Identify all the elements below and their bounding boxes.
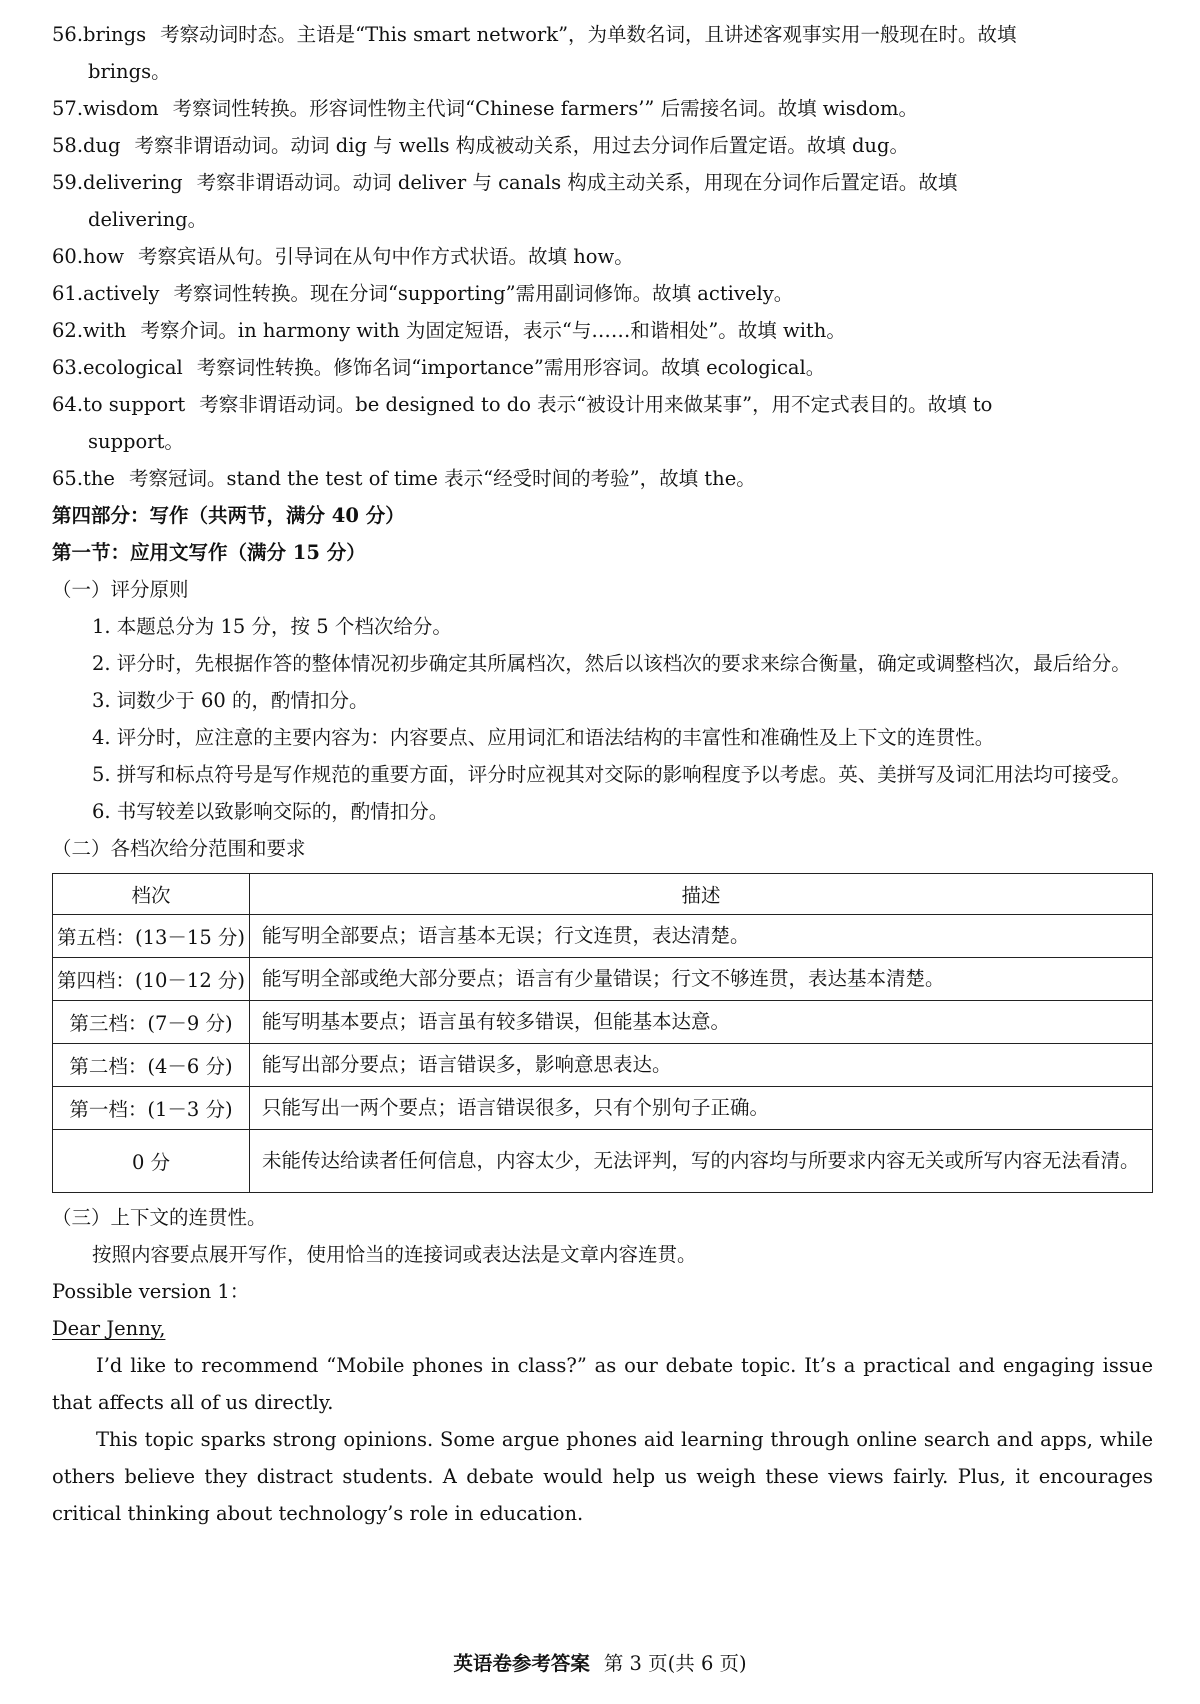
answer-item <box>52 90 1153 127</box>
answer-item <box>52 275 1153 312</box>
coherence-text: 按照内容要点展开写作，使用恰当的连接词或表达法是文章内容连贯。 <box>92 1243 697 1266</box>
grade-description: 能写明全部要点；语言基本无误；行文连贯，表达清楚。 <box>250 915 1153 958</box>
table-row <box>53 1044 1153 1087</box>
part4-heading: 第四部分：写作（共两节，满分 40 分） <box>52 504 405 527</box>
answer-item <box>52 164 1153 201</box>
answer-number: 62. <box>52 319 84 342</box>
grading-table <box>52 873 1153 1193</box>
answer-list <box>52 16 1153 497</box>
grade-description: 未能传达给读者任何信息，内容太少，无法评判，写的内容均与所要求内容无关或所写内容无法看清。 <box>250 1130 1153 1193</box>
answer-number: 60. <box>52 245 84 268</box>
answer-explanation: 考察非谓语动词。动词 deliver 与 canals 构成主动关系，用现在分词作后置定语。故填 <box>196 171 958 194</box>
answer-item <box>52 460 1153 497</box>
answer-number: 64. <box>52 393 84 416</box>
table-row <box>53 915 1153 958</box>
answer-item <box>52 238 1153 275</box>
answer-number: 57. <box>52 97 84 120</box>
answer-number: 61. <box>52 282 84 305</box>
answer-item <box>52 127 1153 164</box>
answer-word: ecological <box>83 356 183 379</box>
version-label: Possible version 1： <box>52 1280 250 1303</box>
table-row <box>53 1087 1153 1130</box>
grade-level: 第一档：(1－3 分) <box>53 1087 250 1130</box>
grades-heading: （二）各档次给分范围和要求 <box>52 837 306 860</box>
principle-1: 1. 本题总分为 15 分，按 5 个档次给分。 <box>92 615 452 638</box>
table-row <box>53 958 1153 1001</box>
answer-explanation: 考察冠词。stand the test of time 表示“经受时间的考验”，故填 the。 <box>128 467 756 490</box>
answer-explanation: 考察非谓语动词。be designed to do 表示“被设计用来做某事”，用不定式表目的。故填 to <box>199 393 993 416</box>
principle-4: 4. 评分时，应注意的主要内容为：内容要点、应用词汇和语法结构的丰富性和准确性及上下文的连贯性。 <box>92 726 995 749</box>
principle-3: 3. 词数少于 60 的，酌情扣分。 <box>92 689 369 712</box>
grade-level: 第四档：(10－12 分) <box>53 958 250 1001</box>
table-header-description: 描述 <box>250 874 1153 915</box>
answer-explanation: 考察动词时态。主语是“This smart network”，为单数名词，且讲述客观事实用一般现在时。故填 <box>160 23 1017 46</box>
grade-description: 能写明基本要点；语言虽有较多错误，但能基本达意。 <box>250 1001 1153 1044</box>
answer-explanation: 考察非谓语动词。动词 dig 与 wells 构成被动关系，用过去分词作后置定语。故填 dug。 <box>134 134 909 157</box>
section1-heading: 第一节：应用文写作（满分 15 分） <box>52 541 366 564</box>
answer-number: 56. <box>52 23 84 46</box>
answer-explanation: 考察宾语从句。引导词在从句中作方式状语。故填 how。 <box>138 245 634 268</box>
table-row <box>53 1130 1153 1193</box>
answer-word: actively <box>83 282 160 305</box>
answer-continuation: support。 <box>88 430 184 453</box>
answer-item <box>52 16 1153 53</box>
table-row <box>53 1001 1153 1044</box>
answer-item <box>52 386 1153 423</box>
answer-word: brings <box>83 23 147 46</box>
answer-word: to support <box>83 393 186 416</box>
grade-description: 能写出部分要点；语言错误多，影响意思表达。 <box>250 1044 1153 1087</box>
grade-level: 第三档：(7－9 分) <box>53 1001 250 1044</box>
answer-word: wisdom <box>83 97 159 120</box>
essay-paragraph-1: I’d like to recommend “Mobile phones in class?” as our debate topic. It’s a practical and engaging issue that affects all of us directly. <box>52 1354 1153 1414</box>
principle-5: 5. 拼写和标点符号是写作规范的重要方面，评分时应视其对交际的影响程度予以考虑。英、美拼写及词汇用法均可接受。 <box>92 763 1131 786</box>
answer-continuation: brings。 <box>88 60 171 83</box>
grade-level: 第二档：(4－6 分) <box>53 1044 250 1087</box>
answer-explanation: 考察词性转换。形容词性物主代词“Chinese farmers’” 后需接名词。故填 wisdom。 <box>172 97 918 120</box>
grade-description: 能写明全部或绝大部分要点；语言有少量错误；行文不够连贯，表达基本清楚。 <box>250 958 1153 1001</box>
principle-2: 2. 评分时，先根据作答的整体情况初步确定其所属档次，然后以该档次的要求来综合衡量，确定或调整档次，最后给分。 <box>92 652 1131 675</box>
grade-description: 只能写出一两个要点；语言错误很多，只有个别句子正确。 <box>250 1087 1153 1130</box>
answer-number: 63. <box>52 356 84 379</box>
answer-item <box>52 312 1153 349</box>
answer-word: dug <box>83 134 121 157</box>
page-footer <box>0 1648 1200 1676</box>
answer-word: with <box>83 319 127 342</box>
answer-word: the <box>83 467 115 490</box>
salutation: Dear Jenny, <box>52 1317 166 1340</box>
principle-6: 6. 书写较差以致影响交际的，酌情扣分。 <box>92 800 449 823</box>
coherence-heading: （三）上下文的连贯性。 <box>52 1206 267 1229</box>
table-header-row <box>53 874 1153 915</box>
answer-explanation: 考察词性转换。修饰名词“importance”需用形容词。故填 ecological。 <box>196 356 826 379</box>
answer-explanation: 考察词性转换。现在分词“supporting”需用副词修饰。故填 actively。 <box>173 282 794 305</box>
essay-paragraph-2: This topic sparks strong opinions. Some argue phones aid learning through online search and apps, while others believe they distract students. A debate would help us weigh these views fairly. Plus, it encourages critical thinking about technology’s role in education. <box>52 1428 1153 1525</box>
answer-continuation: delivering。 <box>88 208 208 231</box>
answer-number: 65. <box>52 467 84 490</box>
table-header-level: 档次 <box>53 874 250 915</box>
footer-title: 英语卷参考答案 <box>453 1652 590 1675</box>
footer-page-number: 第 3 页(共 6 页) <box>603 1652 747 1675</box>
answer-item <box>52 349 1153 386</box>
answer-number: 59. <box>52 171 84 194</box>
grade-level: 0 分 <box>53 1130 250 1193</box>
principles-heading: （一）评分原则 <box>52 578 189 601</box>
answer-word: delivering <box>83 171 183 194</box>
answer-number: 58. <box>52 134 84 157</box>
grade-level: 第五档：(13－15 分) <box>53 915 250 958</box>
answer-explanation: 考察介词。in harmony with 为固定短语，表示“与……和谐相处”。故填 with。 <box>140 319 846 342</box>
answer-word: how <box>83 245 125 268</box>
